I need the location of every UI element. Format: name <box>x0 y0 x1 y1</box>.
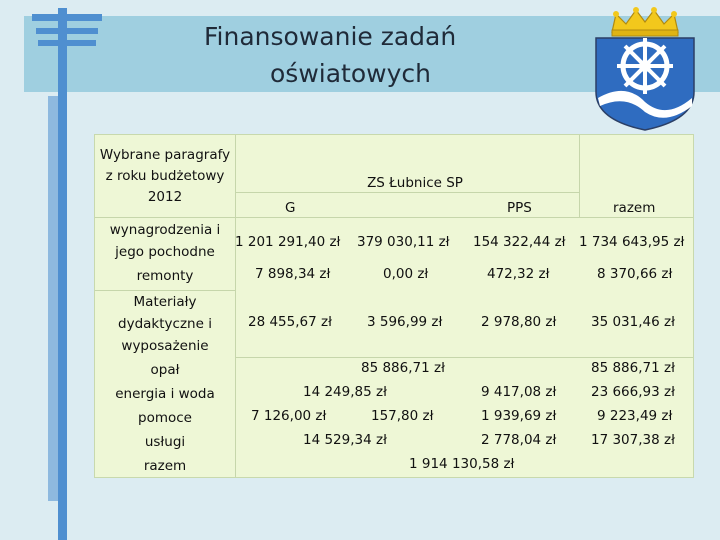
cell-razem: 23 666,93 zł <box>591 384 675 400</box>
column-header-g: G <box>285 200 296 216</box>
cell-pps: 2 978,80 zł <box>481 314 557 330</box>
slide-title <box>150 18 570 92</box>
column-header-pps: PPS <box>507 200 532 216</box>
cell-zs: 157,80 zł <box>371 408 434 424</box>
row-label: energia i woda <box>115 386 215 402</box>
cell-g: 1 201 291,40 zł <box>235 234 341 250</box>
cell-pps: 1 939,69 zł <box>481 408 557 424</box>
cell-razem: 35 031,46 zł <box>591 314 675 330</box>
cell-g-zs: 14 529,34 zł <box>303 432 387 448</box>
cell-zs: 0,00 zł <box>383 266 429 282</box>
row-label: usługi <box>144 434 186 450</box>
coat-of-arms-icon <box>586 2 704 132</box>
row-label: opał <box>150 362 180 378</box>
cell-razem: 9 223,49 zł <box>597 408 673 424</box>
title-line-2: oświatowych <box>270 59 431 88</box>
row-label: pomoce <box>138 410 192 426</box>
title-line-1: Finansowanie zadań <box>204 22 457 51</box>
financing-table <box>94 134 694 478</box>
cell-razem: 1 734 643,95 zł <box>579 234 685 250</box>
cell-pps: 9 417,08 zł <box>481 384 557 400</box>
cell-g: 7 898,34 zł <box>255 266 331 282</box>
row-label: wynagrodzenia i jego pochodne <box>109 222 221 260</box>
cell-zs: 3 596,99 zł <box>367 314 443 330</box>
cell-razem: 85 886,71 zł <box>591 360 675 376</box>
cell-zs: 379 030,11 zł <box>357 234 450 250</box>
header-label: Wybrane paragrafy z roku budżetowy 2012 <box>99 147 231 205</box>
cell-g-zs: 85 886,71 zł <box>361 360 445 376</box>
cell-total: 1 914 130,58 zł <box>409 456 515 472</box>
cell-pps: 2 778,04 zł <box>481 432 557 448</box>
cell-g-zs: 14 249,85 zł <box>303 384 387 400</box>
cell-pps: 472,32 zł <box>487 266 550 282</box>
cell-razem: 17 307,38 zł <box>591 432 675 448</box>
row-label: remonty <box>136 268 194 284</box>
row-label: Materiały dydaktyczne i wyposażenie <box>118 294 212 354</box>
column-header-zs: ZS Łubnice SP <box>367 175 463 191</box>
column-header-razem: razem <box>613 200 656 216</box>
cell-razem: 8 370,66 zł <box>597 266 673 282</box>
cell-g: 28 455,67 zł <box>248 314 332 330</box>
row-label: razem <box>143 458 187 474</box>
cell-g: 7 126,00 zł <box>251 408 327 424</box>
cell-pps: 154 322,44 zł <box>473 234 566 250</box>
